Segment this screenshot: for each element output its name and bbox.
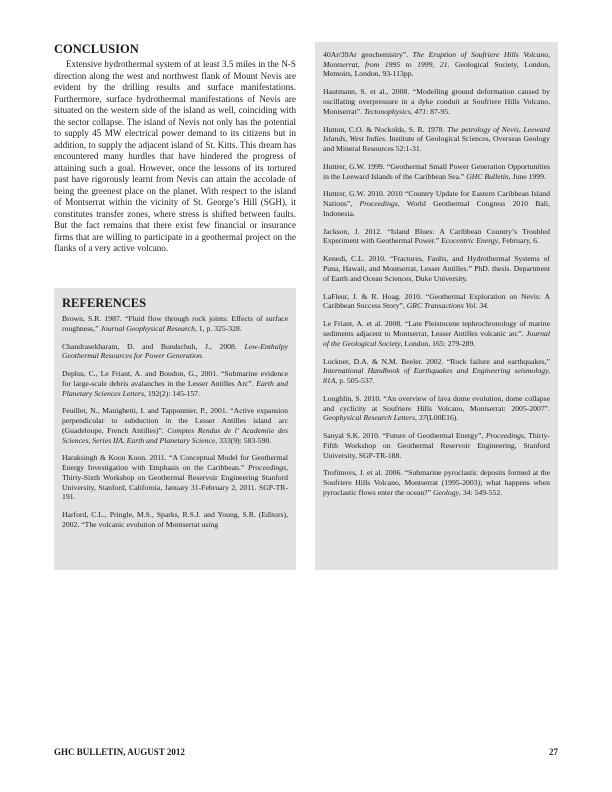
reference-text: Huttrer, G.W. 2010. 2010 “Country Update for Eastern Caribbean Island Nations”, [323,189,550,209]
reference-text: Brown, S.R. 1987. “Fluid flow through rock joints: Effects of surface roughness,” [62,314,288,333]
reference-italic-text: International Handbook of Earthquakes and Engineering seismology, 81A [323,366,550,385]
reference-entry [323,254,550,283]
reference-entry [323,319,550,348]
reference-text: Chandrasekharam, D. and Bundschuh, J., 2008. [62,341,245,351]
reference-text: Huttrer, G.W. 1999. “Geothermal Small Power Generation Opportunities in the Leeward Islands of the Caribbean Sea.” [323,161,550,181]
reference-text: , London, 165: 279-289. [400,338,476,348]
reference-italic-text: Tectonophysics, 471 [364,106,427,116]
reference-entry [62,369,288,398]
reference-text: , 192(2): 145-157. [143,388,200,398]
conclusion-heading: CONCLUSION [54,42,139,56]
reference-entry [323,394,550,423]
reference-text: , June 1999. [508,171,546,181]
reference-text: 40Ar/39Ar geochemistry”. [323,50,413,59]
reference-entry [323,162,550,181]
reference-italic-text: Geology [432,487,459,497]
references-right-list [323,50,550,498]
reference-text: , February, 6. [498,236,539,246]
reference-text: , Thirty-Fifth Workshop on Geothermal Reservoir Engineering, Stanford University, SGP-TR-188. [323,431,550,460]
reference-italic-text: Earth and Planetary Sciences Letters [62,378,288,398]
reference-text: . Geological Society, London, Memoirs, London, 93-113pp. [323,59,551,79]
reference-italic-text: The petrology of Nevis, Leeward Islands, West Indies [323,124,550,144]
reference-italic-text: The Eruption of Soufriere Hills Volcano, Montserrat, from 1995 to 1999, 21 [323,50,550,69]
reference-text: , World Geothermal Congress 2010 Bali, Indonesia. [323,199,550,218]
reference-entry [62,510,288,529]
reference-text: Loughlin, S. 2010. “An overview of lava dome evolution, dome collapse and cyclicity at Soufriere Hills Volcano, Montserrat: 2005-2007”. [323,393,550,413]
reference-italic-text: Proceedings [485,431,524,441]
reference-text: Hutton, C.O. & Nockolds, S. R. 1978. [323,124,448,134]
conclusion-section [54,42,296,255]
reference-text: Deplus, C., Le Friant, A. and Boudon, G., 2001. “Submarine evidence for large-scale debris avalanches in the Lesser Antilles Arc”. [62,369,288,388]
reference-entry [62,314,288,333]
reference-entry [323,87,550,116]
conclusion-paragraph: Extensive hydrothermal system of at least 3.5 miles in the N-S direction along the west and northwest flank of Mount Nevis are evident by the drilling results and surface manifestations. Furthermore, surface hydrothermal manifestations of Nevis are situated on the western side of the island as well, coinciding with the sector collapse. The island of Nevis not only has the potential to supply 45 MW electrical power demand to its citizens but in addition, to supply the adjacent island of St. Kitts. This dream has encountered many hurdles that have hindered the progress of attaining such a goal. However, once the lessons of its tortured past have rigorously learnt from Nevis can attain the accolade of being the greenest place on the planet. With respect to the island of Montserrat within the vicinity of St. George’s Hill (SGH), it constitutes transfer zones, where stress is shifted between faults. But the fact remains that there exist few financial or insurance firms that are willing to participate in a geothermal project on the flanks of a very active volcano. [54,59,296,253]
reference-italic-text: Journal Geophysical Research [100,323,195,333]
reference-entry [323,292,550,311]
reference-entry [323,468,550,497]
reference-text: Feuillet, N., Manighetti, I. and Tapponnier, P., 2001. “Active expansion perpendicular to subduction in the Lesser Antilles island arc (Guadeloupe, French Antilles)”. [62,406,288,435]
reference-italic-text: Proceedings [359,199,398,209]
reference-entry [323,227,550,246]
reference-text: , 34: 549-552. [458,487,503,497]
reference-text: . Institute of Geological Sciences, Overseas Geology and Mineral Resources 52:1-31. [323,134,550,153]
reference-text: Trofimovs, J. et al. 2006. “Submarine pyroclastic deposits formed at the Soufriere Hills Volcano, Montserrat (1995-2003); what happens when pyroclastic flows enter the ocean?” [323,468,550,497]
reference-text: Sanyal S.K. 2010. “Future of Geothermal Energy”, [323,431,486,441]
references-left-list [62,314,288,530]
reference-entry [62,342,288,361]
reference-italic-text: Geophysical Research Letters, 37 [323,413,427,423]
references-left-box [54,288,296,570]
reference-entry [62,453,288,502]
reference-entry [323,189,550,218]
reference-text: Kenedi, C.L. 2010. “Fractures, Faults, and Hydrothermal Systems of Puna, Hawaii, and Montserrat, Lesser Antilles.” PhD. thesis. Department of Earth and Ocean Sciences, Duke University. [323,254,550,283]
references-right-box [315,42,558,570]
reference-italic-text: Comptes Rendus de l’ Academiie des Sciences, Series IIA, Earth and Planetary Science [62,425,288,445]
reference-italic-text: Proceedings [247,463,287,473]
reference-text: (L00E16). [426,413,459,423]
reference-italic-text: Journal of the Geological Society [323,328,550,348]
reference-entry [323,357,550,386]
footer-publication: GHC BULLETIN, AUGUST 2012 [54,747,185,757]
reference-entry [323,125,550,154]
reference-text: : 87-95. [426,106,450,116]
reference-entry [323,50,550,79]
reference-entry [323,431,550,460]
reference-text: Jackson, J. 2012. “Island Blues: A Caribbean Country’s Troubled Experiment with Geothermal Power.” [323,226,550,246]
references-heading: REFERENCES [62,296,147,310]
reference-text: Lockner, D.A. & N.M. Beeler. 2002. “Rock failure and earthquakes,” [323,356,550,366]
reference-italic-text: Ecocentric Energy [441,236,499,246]
reference-text: , 1, p. 325-328. [194,323,242,333]
footer-page-number: 27 [549,747,558,757]
reference-text: , p. 505-537. [335,375,375,385]
reference-text: LaFleur, J. & R. Hoag. 2010. “Geothermal Exploration on Nevis: A Caribbean Success Story”, [323,291,550,311]
reference-italic-text: GRC Transactions Vol. 34. [406,301,489,311]
reference-text: Hautmann, S. et al., 2008. “Modelling ground deformation caused by oscillating overpressure in a dyke conduit at Soufriere Hills Volcano, Montserrat”. [323,87,550,116]
reference-italic-text: GHC Bulletin [466,171,509,181]
reference-text: Haraksingh & Koon Koon. 2011. “A Conceptual Model for Geothermal Energy Investigation with Emphasis on the Caribbean.” [62,453,288,473]
reference-entry [62,406,288,445]
reference-text: , Thirty-Sixth Workshop on Geothermal Reservoir Engineering Stanford University, Stanford, California, January 31-February 2, 2011. SGP-TR-191. [62,463,288,502]
reference-text: Harford, C.L., Pringle, M.S., Sparks, R.S.J. and Young, S.R. (Editors), 2002. “The volcanic evolution of Montserrat using [62,510,288,529]
reference-text: , 333(9): 583-590. [215,435,272,445]
reference-text: Le Friant, A. et al. 2008. “Late Pleistocene tephrochronology of marine sediments adjacent to Montserrat, Lesser Antilles volcanic arc”. [323,319,550,338]
reference-italic-text: Low-Enthalpy Geothermal Resources for Power Generation. [62,341,288,361]
